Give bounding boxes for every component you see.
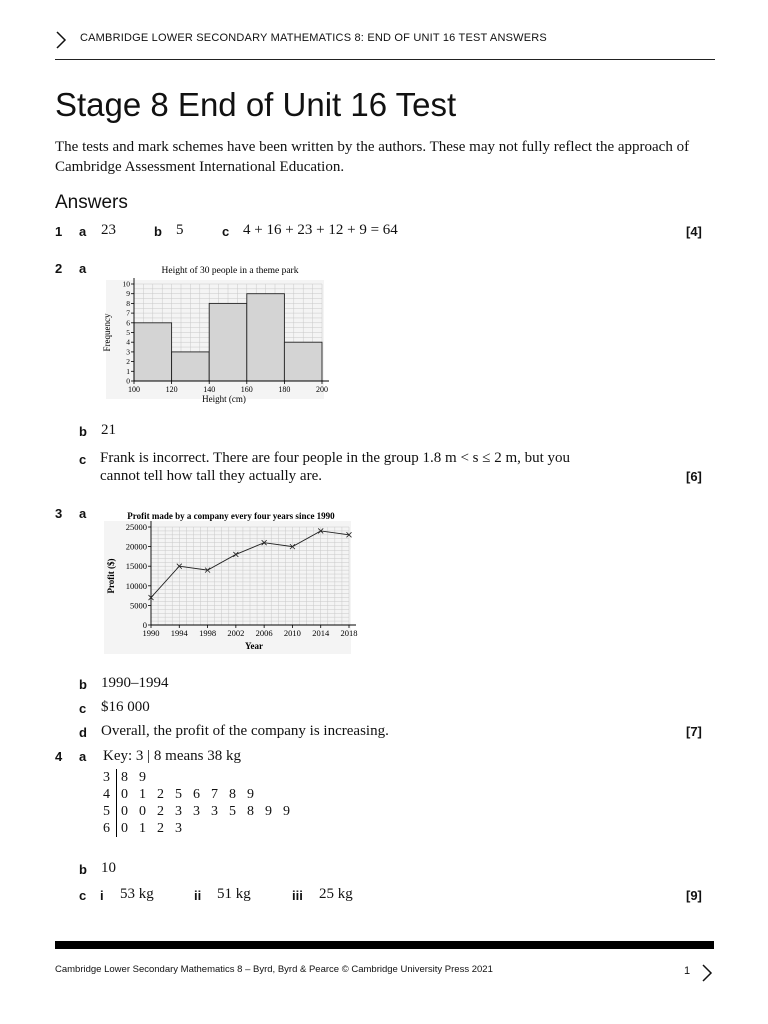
stem-leaf-row [99,820,297,837]
q3-mark: [7] [686,724,702,739]
q3-part-b-label: b [79,677,87,692]
q2-mark: [6] [686,469,702,484]
y-tick-label: 9 [126,289,130,299]
leaf-value: 5 [175,786,182,802]
x-tick-label: 1990 [142,628,160,638]
q2-answer-c-line1: Frank is incorrect. There are four people in the group 1.8 m < s ≤ 2 m, but you [100,450,571,466]
y-tick-label: 20000 [125,541,147,552]
x-tick-label: 180 [278,385,291,394]
q3-part-d-label: d [79,725,87,740]
footer-rule [55,941,714,949]
q3-part-a-label: a [79,506,87,521]
stem-leaf-row [99,769,297,786]
q4-part-b-label: b [79,862,87,877]
q1-part-c-label: c [222,224,230,239]
question-number-1: 1 [55,224,63,239]
histogram-chart [100,260,336,410]
y-tick-label: 10000 [125,580,147,591]
leaf-value: 9 [139,769,146,785]
q2-part-a-label: a [79,261,87,276]
q1-part-b-label: b [154,224,162,239]
y-tick-label: 3 [126,347,130,357]
q2-part-c-label: c [79,452,87,467]
histogram-bar [284,342,322,381]
running-header: CAMBRIDGE LOWER SECONDARY MATHEMATICS 8: END OF UNIT 16 TEST ANSWERS [80,32,547,44]
q1-mark: [4] [686,224,702,239]
leaf-value: 1 [139,820,146,836]
q4-answer-ci: 53 kg [120,886,154,902]
leaf-value: 0 [139,803,146,819]
page-title: Stage 8 End of Unit 16 Test [55,86,457,123]
x-axis-label: Year [245,641,263,651]
q4-answer-b: 10 [101,860,116,876]
leaf-value: 9 [265,803,272,819]
q3-answer-c: $16 000 [101,699,150,715]
q1-part-a-label: a [79,224,87,239]
y-tick-label: 7 [126,308,130,318]
y-axis-label: Profit ($) [106,558,116,594]
y-tick-label: 5000 [130,600,147,611]
leaf-value: 8 [229,786,236,802]
stem-leaf-row [99,786,297,803]
page-number: 1 [684,965,691,977]
q1-answer-c: 4 + 16 + 23 + 12 + 9 = 64 [243,222,398,238]
histogram-bar [209,303,247,381]
chevron-right-icon [700,963,714,983]
leaf-value: 9 [283,803,290,819]
question-number-2: 2 [55,261,63,276]
leaf-value: 5 [229,803,236,819]
leaf-value: 8 [121,769,128,785]
leaf-value: 0 [121,803,128,819]
q3-answer-b: 1990–1994 [101,675,169,691]
leaf-value: 0 [121,820,128,836]
x-tick-label: 200 [316,385,328,394]
histogram-bar [172,352,210,381]
q4-part-a-label: a [79,749,87,764]
q1-answer-b: 5 [176,222,184,238]
leaf-value: 2 [157,786,164,802]
q2-part-b-label: b [79,424,87,439]
x-tick-label: 1994 [170,628,188,638]
q4-answer-cii: 51 kg [217,886,251,902]
x-tick-label: 160 [240,385,253,394]
stem-leaf-row [99,803,297,820]
answers-heading: Answers [55,192,128,213]
question-number-4: 4 [55,749,63,764]
x-tick-label: 120 [165,385,178,394]
leaf-value: 9 [247,786,254,802]
y-tick-label: 5 [126,328,130,337]
line-chart [100,506,362,656]
q4-part-c-label: c [79,888,87,903]
y-tick-label: 15000 [125,561,147,572]
x-tick-label: 1998 [199,628,217,638]
x-tick-label: 2014 [312,628,330,638]
leaf-value: 2 [157,820,164,836]
histogram-bar [134,323,172,381]
x-tick-label: 2010 [283,628,301,638]
x-axis-label: Height (cm) [202,394,246,404]
leaf-value: 3 [175,803,182,819]
leaf-value: 3 [193,803,200,819]
x-tick-label: 100 [128,385,140,394]
stem-leaf-key: Key: 3 | 8 means 38 kg [103,748,241,764]
y-tick-label: 10 [122,279,130,289]
leaf-value: 3 [211,803,218,819]
stem-value: 4 [99,786,117,803]
q4-mark: [9] [686,888,702,903]
stem-and-leaf-diagram [99,769,297,837]
q3-part-c-label: c [79,701,87,716]
leaf-value: 8 [247,803,254,819]
y-tick-label: 1 [126,366,130,376]
q4-part-ciii-label: iii [292,888,303,903]
x-tick-label: 140 [203,385,216,394]
q2-answer-c-line2: cannot tell how tall they actually are. [100,468,322,484]
q4-part-ci-label: i [100,888,104,903]
stem-value: 6 [99,820,117,837]
y-tick-label: 4 [126,337,130,347]
stem-value: 3 [99,769,117,786]
chart-title: Profit made by a company every four years since 1990 [127,511,335,521]
y-tick-label: 8 [126,298,130,308]
y-tick-label: 0 [142,620,147,630]
stem-value: 5 [99,803,117,820]
q3-answer-d: Overall, the profit of the company is increasing. [101,723,389,739]
chevron-right-icon [54,30,68,50]
x-tick-label: 2018 [340,628,358,638]
q1-answer-a: 23 [101,222,116,238]
y-axis-label: Frequency [102,313,112,352]
footer-credit: Cambridge Lower Secondary Mathematics 8 – Byrd, Byrd & Pearce © Cambridge University Press 2021 [55,964,493,975]
x-tick-label: 2006 [255,628,273,638]
leaf-value: 2 [157,803,164,819]
y-tick-label: 6 [126,318,130,328]
intro-paragraph: The tests and mark schemes have been written by the authors. These may not fully reflect the approach of Cambridge Assessment International Education. [55,139,690,175]
x-tick-label: 2002 [227,628,245,638]
leaf-value: 0 [121,786,128,802]
y-tick-label: 25000 [125,522,147,532]
leaf-value: 6 [193,786,200,802]
leaf-value: 3 [175,820,182,836]
question-number-3: 3 [55,506,63,521]
histogram-bar [247,294,285,381]
header-rule [55,59,715,60]
y-tick-label: 0 [126,376,130,386]
q4-answer-ciii: 25 kg [319,886,353,902]
leaf-value: 1 [139,786,146,802]
chart-title: Height of 30 people in a theme park [161,266,299,276]
y-tick-label: 2 [126,357,130,367]
q4-part-cii-label: ii [194,888,202,903]
leaf-value: 7 [211,786,218,802]
q2-answer-b: 21 [101,422,116,438]
